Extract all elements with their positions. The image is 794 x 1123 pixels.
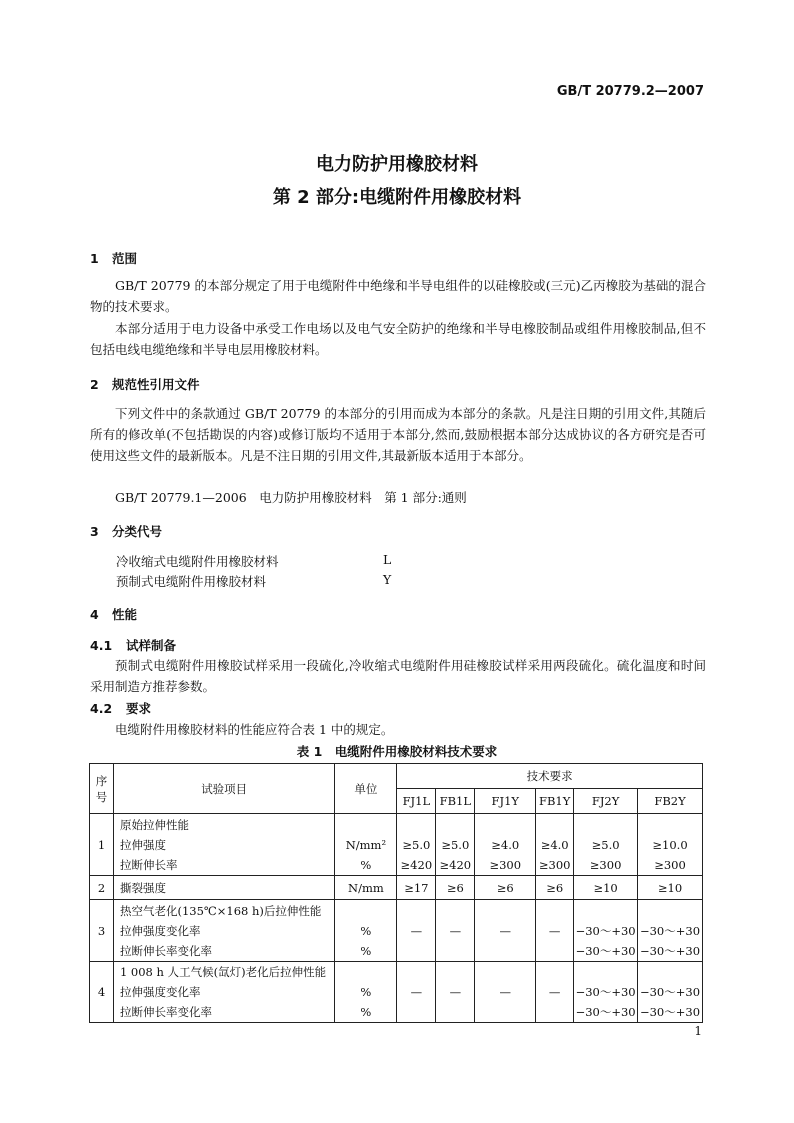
value: ≥5.0 — [441, 837, 470, 852]
unit-line: % — [360, 923, 372, 938]
section-title: 规范性引用文件 — [112, 377, 200, 392]
standard-number: GB/T 20779.2—2007 — [556, 84, 704, 99]
paragraph: 本部分适用于电力设备中承受工作电场以及电气安全防护的绝缘和半导电橡胶制品或组件用橡胶制品,但不包括电线电缆绝缘和半导电层用橡胶材料。 — [90, 321, 706, 357]
item-line: 拉断伸长率 — [119, 857, 178, 872]
value: ≥300 — [589, 857, 622, 872]
unit-line: N/mm² — [345, 837, 387, 852]
item-line: 拉伸强度 — [119, 837, 166, 852]
value: ≥4.0 — [491, 837, 520, 852]
header-grade: FB2Y — [638, 789, 703, 814]
item-line: 拉断伸长率变化率 — [119, 1005, 212, 1019]
normative-reference: GB/T 20779.1—2006 电力防护用橡胶材料 第 1 部分:通则 — [115, 490, 467, 505]
section-number: 3 — [90, 524, 99, 539]
value: ≥300 — [654, 857, 686, 872]
subsection-4-1-heading — [90, 636, 176, 654]
value: ≥300 — [538, 857, 571, 872]
table-row — [90, 814, 703, 876]
value-cell — [574, 814, 638, 876]
value-cell — [436, 814, 475, 876]
paragraph: 电缆附件用橡胶材料的性能应符合表 1 中的规定。 — [115, 722, 394, 737]
header-requirements: 技术要求 — [397, 764, 703, 789]
section-2-heading — [90, 375, 200, 393]
value: — — [397, 962, 436, 1023]
unit-line — [335, 962, 396, 982]
value-cell — [397, 814, 436, 876]
value: — — [475, 900, 536, 962]
classification-code: L — [383, 552, 392, 567]
value: ≥5.0 — [402, 837, 431, 852]
section-number: 4 — [90, 607, 99, 622]
header-grade: FB1Y — [536, 789, 574, 814]
section-title: 试样制备 — [126, 638, 177, 653]
value: ≥6 — [475, 876, 536, 900]
row-unit — [335, 900, 397, 962]
row-no: 1 — [90, 814, 114, 876]
value: ≥5.0 — [591, 837, 620, 852]
table-row — [90, 876, 703, 900]
value-cell — [475, 814, 536, 876]
item-line: 拉伸强度变化率 — [119, 923, 201, 938]
value: — — [536, 900, 574, 962]
value-cell — [574, 900, 638, 962]
value: — — [436, 962, 475, 1023]
value-cell — [638, 814, 703, 876]
header-item: 试验项目 — [113, 764, 334, 814]
value: −30～+30 — [575, 943, 636, 958]
value: ≥6 — [536, 876, 574, 900]
value: ≥10 — [638, 876, 703, 900]
classification-name: 冷收缩式电缆附件用橡胶材料 — [116, 554, 279, 569]
unit-line: % — [360, 1005, 372, 1019]
value-cell — [574, 962, 638, 1023]
section-3-heading — [90, 522, 162, 540]
value: ≥420 — [439, 857, 472, 872]
value: ≥300 — [489, 857, 522, 872]
requirements-table — [89, 763, 703, 1023]
section-number: 4.1 — [90, 638, 113, 653]
table-row — [90, 900, 703, 962]
value: −30～+30 — [639, 985, 701, 999]
section-title: 范围 — [112, 251, 138, 266]
document-title: 电力防护用橡胶材料 — [316, 154, 478, 175]
section-number: 1 — [90, 251, 99, 266]
value: — — [436, 900, 475, 962]
value: −30～+30 — [639, 923, 701, 938]
row-item — [113, 814, 334, 876]
row-no: 2 — [90, 876, 114, 900]
item-line: 热空气老化(135℃×168 h)后拉伸性能 — [119, 903, 322, 918]
value: ≥10.0 — [652, 837, 688, 852]
item-line: 拉伸强度变化率 — [119, 985, 201, 999]
subsection-4-2-heading — [90, 699, 151, 717]
row-no: 4 — [90, 962, 114, 1023]
value: ≥17 — [397, 876, 436, 900]
page-number: 1 — [694, 1024, 702, 1038]
header-grade: FJ2Y — [574, 789, 638, 814]
unit-line — [335, 815, 396, 835]
value: ≥10 — [574, 876, 638, 900]
value: ≥420 — [400, 857, 433, 872]
paragraph: 下列文件中的条款通过 GB/T 20779 的本部分的引用而成为本部分的条款。凡是注日期的引用文件,其随后所有的修改单(不包括勘误的内容)或修订版均不适用于本部分,然而,鼓励根据本部分达成协议的各方研究是否可使用这些文件的最新版本。凡是不注日期的引用文件,其最新版本适用于本部分。 — [90, 406, 706, 463]
value: ≥6 — [436, 876, 475, 900]
header-unit: 单位 — [335, 764, 397, 814]
value: −30～+30 — [575, 985, 636, 999]
section-number: 2 — [90, 377, 99, 392]
header-grade: FJ1Y — [475, 789, 536, 814]
value: — — [536, 962, 574, 1023]
section-title: 要求 — [126, 701, 152, 716]
section-number: 4.2 — [90, 701, 113, 716]
section-title: 分类代号 — [112, 524, 163, 539]
unit-line: % — [360, 857, 372, 872]
header-grade: FB1L — [436, 789, 475, 814]
row-item: 撕裂强度 — [113, 876, 334, 900]
value-cell — [638, 962, 703, 1023]
item-line: 1 008 h 人工气候(氙灯)老化后拉伸性能 — [119, 965, 327, 979]
value: −30～+30 — [575, 1005, 636, 1019]
value-cell — [638, 900, 703, 962]
row-unit: N/mm — [335, 876, 397, 900]
value: — — [475, 962, 536, 1023]
value: ≥4.0 — [540, 837, 569, 852]
unit-line: % — [360, 943, 372, 958]
unit-line — [335, 901, 396, 921]
header-no: 序号 — [90, 764, 114, 814]
classification-code: Y — [383, 572, 392, 587]
value-cell — [536, 814, 574, 876]
unit-line: % — [360, 985, 372, 999]
section-1-heading — [90, 249, 137, 267]
paragraph: 预制式电缆附件用橡胶试样采用一段硫化,冷收缩式电缆附件用硅橡胶试样采用两段硫化。硫化温度和时间采用制造方推荐参数。 — [90, 658, 706, 694]
item-line: 原始拉伸性能 — [119, 817, 189, 832]
value: — — [397, 900, 436, 962]
table-caption: 表 1 电缆附件用橡胶材料技术要求 — [296, 744, 498, 759]
section-title: 性能 — [112, 607, 138, 622]
section-4-heading — [90, 605, 137, 623]
classification-name: 预制式电缆附件用橡胶材料 — [116, 574, 267, 589]
row-no: 3 — [90, 900, 114, 962]
value: −30～+30 — [575, 923, 636, 938]
row-item — [113, 962, 334, 1023]
row-item — [113, 900, 334, 962]
header-grade: FJ1L — [397, 789, 436, 814]
document-subtitle: 第 2 部分:电缆附件用橡胶材料 — [272, 187, 522, 208]
item-line: 拉断伸长率变化率 — [119, 943, 212, 958]
table-row — [90, 962, 703, 1023]
row-unit — [335, 962, 397, 1023]
value: −30～+30 — [639, 943, 701, 958]
value: −30～+30 — [639, 1005, 701, 1019]
row-unit — [335, 814, 397, 876]
paragraph: GB/T 20779 的本部分规定了用于电缆附件中绝缘和半导电组件的以硅橡胶或(三元)乙丙橡胶为基础的混合物的技术要求。 — [90, 278, 706, 314]
